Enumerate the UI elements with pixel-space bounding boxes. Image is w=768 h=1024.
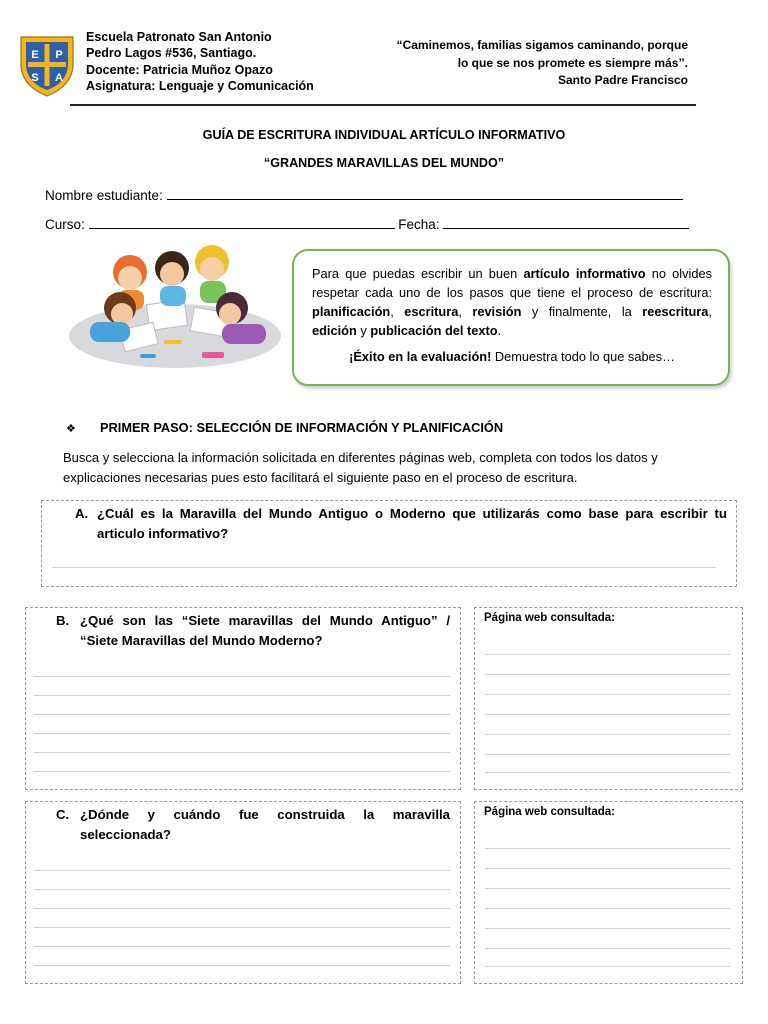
school-name: Escuela Patronato San Antonio [86, 30, 272, 44]
question-a-text: ¿Cuál es la Maravilla del Mundo Antiguo o Moderno que utilizarás como base para escribir tu articulo informativo? [97, 506, 727, 541]
info-text: . [497, 323, 502, 338]
web-source-c-line[interactable] [485, 888, 730, 889]
answer-b-line[interactable] [34, 714, 450, 715]
info-text: , [390, 304, 405, 319]
question-a-box [41, 500, 737, 587]
teacher-name: Docente: Patricia Muñoz Opazo [86, 62, 273, 77]
date-field[interactable] [443, 215, 689, 229]
course-field[interactable] [89, 215, 395, 229]
web-source-c-line[interactable] [485, 848, 730, 849]
answer-c-line[interactable] [34, 965, 450, 966]
question-c-box [25, 801, 461, 984]
subject-name: Asignatura: Lenguaje y Comunicación [86, 78, 314, 93]
web-source-c-box [474, 801, 743, 984]
writing-steps-text [312, 264, 712, 340]
course-date-row [45, 215, 689, 232]
step-one-heading [66, 420, 503, 435]
guide-title: GUÍA DE ESCRITURA INDIVIDUAL ARTÍCULO INFORMATIVO [202, 128, 566, 142]
answer-c-line[interactable] [34, 870, 450, 871]
info-text: no olvides respetar cada uno de los pasos que tiene el proceso de escritura: [312, 266, 712, 300]
school-crest-logo [18, 34, 76, 98]
web-source-b-label: Página web consultada: [484, 612, 615, 624]
info-text: , [458, 304, 473, 319]
header-divider [70, 104, 696, 106]
web-source-c-line[interactable] [485, 928, 730, 929]
question-a-letter: A. [75, 506, 89, 521]
school-info [86, 29, 314, 94]
web-source-c-label: Página web consultada: [484, 806, 615, 818]
answer-c-line[interactable] [34, 889, 450, 890]
crest-letter-s: S [31, 72, 39, 84]
web-source-c-line[interactable] [485, 868, 730, 869]
info-bold: reescritura [642, 304, 709, 319]
answer-b-line[interactable] [34, 695, 450, 696]
writing-steps-info-box [292, 249, 730, 386]
question-b-letter: B. [56, 613, 70, 628]
children-drawing-illustration [62, 240, 288, 376]
school-address: Pedro Lagos #536, Santiago. [86, 46, 257, 61]
header-quote [397, 37, 688, 90]
info-bold: planificación [312, 304, 391, 319]
info-bold: publicación del texto [370, 323, 498, 338]
web-source-b-line[interactable] [485, 754, 730, 755]
course-label: Curso: [45, 217, 85, 232]
date-label: Fecha: [398, 217, 440, 232]
info-bold: escritura [404, 304, 459, 319]
web-source-c-line[interactable] [485, 908, 730, 909]
question-c [56, 805, 450, 845]
web-source-c-line[interactable] [485, 966, 730, 967]
web-source-b-line[interactable] [485, 654, 730, 655]
answer-b-line[interactable] [34, 752, 450, 753]
good-luck-rest: Demuestra todo lo que sabes… [491, 349, 675, 364]
info-bold: artículo informativo [523, 266, 646, 281]
web-source-b-line[interactable] [485, 734, 730, 735]
info-bold: revisión [472, 304, 522, 319]
answer-a-line[interactable] [52, 567, 716, 568]
quote-line-2: lo que se nos promete es siempre más’’. [457, 55, 688, 70]
question-b-text: ¿Qué son las “Siete maravillas del Mundo Antiguo” / “Siete Maravillas del Mundo Moderno? [80, 613, 450, 648]
quote-line-1: “Caminemos, familias sigamos caminando, porque [396, 38, 688, 52]
question-b [56, 611, 450, 651]
student-name-label: Nombre estudiante: [45, 188, 163, 203]
step-one-instructions: Busca y selecciona la información solicitada en diferentes páginas web, completa con todos los datos y explicaciones necesarias pues esto facilitará el siguiente paso en el proceso de escritura. [63, 450, 658, 485]
guide-subtitle: “GRANDES MARAVILLAS DEL MUNDO” [263, 156, 505, 170]
question-a [75, 504, 727, 544]
good-luck-bold: ¡Éxito en la evaluación! [349, 349, 492, 364]
crest-letter-e: E [31, 49, 39, 61]
answer-c-line[interactable] [34, 946, 450, 947]
answer-b-line[interactable] [34, 771, 450, 772]
question-b-box [25, 607, 461, 790]
student-name-field[interactable] [167, 186, 683, 200]
crest-letter-p: P [55, 49, 63, 61]
question-c-text: ¿Dónde y cuándo fue construida la maravilla seleccionada? [80, 807, 450, 842]
web-source-b-box [474, 607, 743, 790]
info-bold: edición [312, 323, 357, 338]
info-text: y finalmente, la [521, 304, 643, 319]
question-c-letter: C. [56, 807, 70, 822]
web-source-b-line[interactable] [485, 674, 730, 675]
step-one-title: PRIMER PASO: SELECCIÓN DE INFORMACIÓN Y PLANIFICACIÓN [100, 420, 504, 435]
web-source-b-line[interactable] [485, 714, 730, 715]
web-source-c-line[interactable] [485, 948, 730, 949]
web-source-b-line[interactable] [485, 694, 730, 695]
answer-c-line[interactable] [34, 927, 450, 928]
good-luck-message [312, 347, 712, 366]
quote-author: Santo Padre Francisco [557, 73, 688, 87]
student-name-row [45, 186, 683, 203]
info-text: , [708, 304, 712, 319]
answer-b-line[interactable] [34, 733, 450, 734]
answer-c-line[interactable] [34, 908, 450, 909]
crest-letter-a: A [55, 72, 63, 84]
web-source-b-line[interactable] [485, 772, 730, 773]
answer-b-line[interactable] [34, 676, 450, 677]
info-text: y [356, 323, 371, 338]
diamond-bullet-icon: ❖ [66, 423, 76, 435]
info-text: Para que puedas escribir un buen [312, 266, 524, 281]
